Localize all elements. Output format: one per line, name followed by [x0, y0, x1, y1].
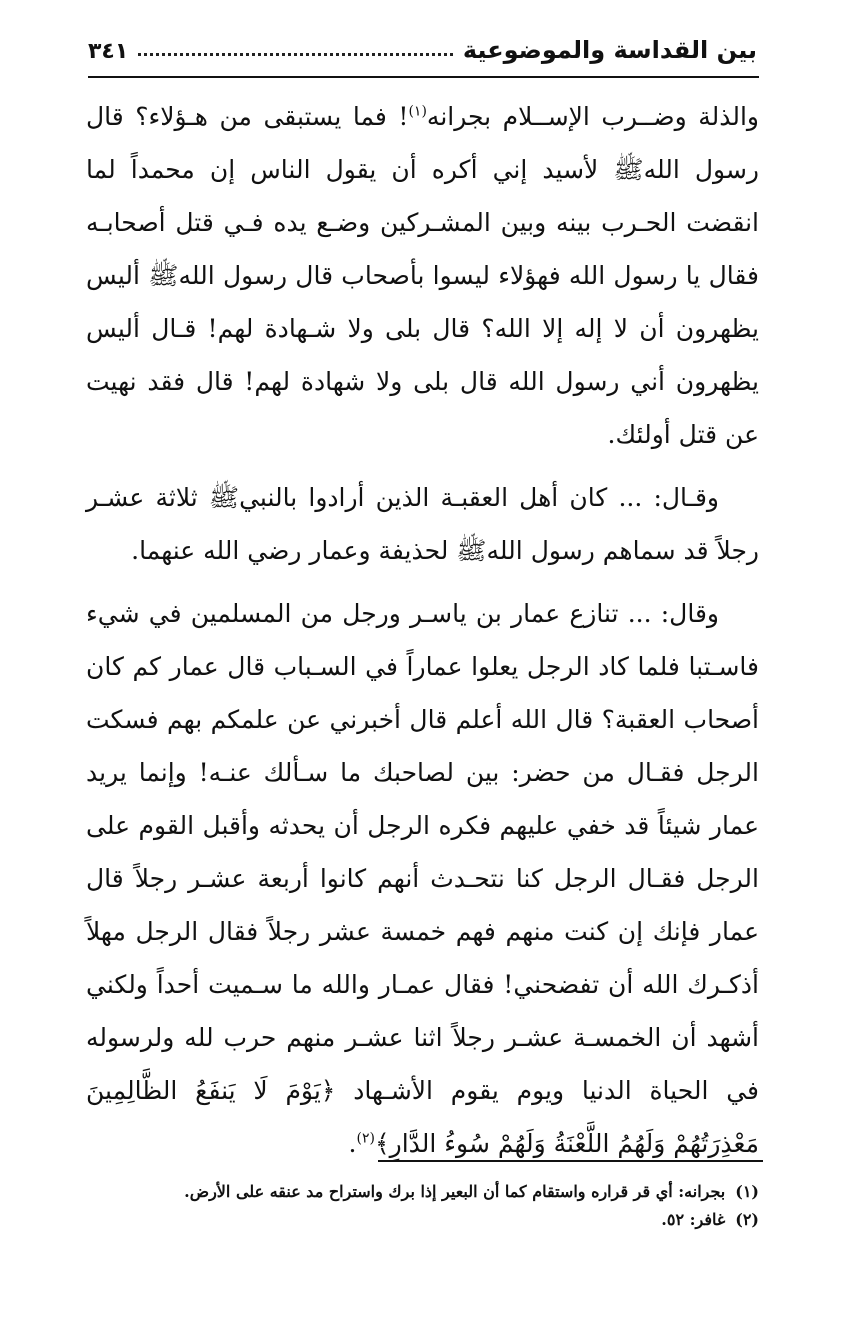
footnote-1 — [120, 1178, 759, 1206]
paragraph-2: وقـال: ... كان أهل العقبـة الذين أرادوا بالنبيﷺ ثلاثة عشـر رجلاً قد سماهم رسول اللهﷺ لحذيفة وعمار رضي الله عنهما. — [86, 483, 759, 565]
footnote-text: بجرانه: أي قر قراره واستقام كما أن البعير إذا برك واستراح مد عنقه على الأرض. — [184, 1182, 726, 1201]
paragraph-3 — [86, 587, 759, 1170]
header-rule — [88, 76, 759, 78]
footnote-reference-2: (٢) — [356, 1130, 375, 1147]
footnote-separator — [378, 1160, 763, 1162]
paragraph-3-text-end: . — [348, 1129, 357, 1158]
paragraph-1-text-end: ! فما يستبقى من هـؤلاء؟ قال رسول اللهﷺ لأسيد إني أكره أن يقول الناس إن محمداً لما انقضت الحـرب بينه وبين المشـركين وضـع يده فـي قتل أصحابـه فقال يا رسول الله فهؤلاء ليسوا بأصحاب قال رسول اللهﷺ أليس يظهرون أن لا إله إلا الله؟ قال بلى ولا شـهادة لهم! قـال أليس يظهرون أني رسول الله قال بلى ولا شهادة لهم! قال فقد نهيت عن قتل أولئك. — [86, 102, 759, 449]
footnote-2 — [120, 1206, 759, 1234]
paragraph-3-text-start: وقال: ... تنازع عمار بن ياسـر ورجل من المسلمين في شيء فاسـتبا فلما كاد الرجل يعلوا عماراً في السـباب قال عمار كم كان أصحاب العقبة؟ قال الله أعلم قال أخبرني عن علمكم بهم فسكت الرجل فقـال من حضر: بين لصاحبك ما سـألك عنـه! وإنما يريد عمار شيئاً قد خفي عليهم فكره الرجل أن يحدثه وأقبل القوم على الرجل فقـال الرجل كنا نتحـدث أنهم كانوا أربعة عشـر رجلاً قال عمار فإنك إن كنت منهم فهم خمسة عشر رجلاً فقال الرجل مهلاً أذكـرك الله أن تفضحني! فقال عمـار والله ما سـميت أحداً ولكني أشهد أن الخمسـة عشـر رجلاً اثنا عشـر منهم حرب لله ولرسوله في الحياة الدنيا ويوم يقوم الأشـهاد ﴿يَوْمَ لَا يَنفَعُ الظَّالِمِينَ مَعْذِرَتُهُمْ وَلَهُمُ اللَّعْنَةُ وَلَهُمْ سُوءُ الدَّارِ﴾ — [86, 599, 759, 1158]
footnote-number: (١) — [735, 1182, 759, 1201]
footnote-text: غافر: ٥٢. — [661, 1210, 726, 1229]
header-leader-dots — [138, 53, 453, 56]
page-header — [88, 20, 757, 64]
main-text — [86, 90, 759, 1170]
page-number: ٣٤١ — [88, 39, 129, 64]
footnote-reference-1: (١) — [408, 103, 427, 120]
paragraph-1 — [86, 90, 759, 461]
running-title: بين القداسة والموضوعية — [462, 36, 757, 64]
footnotes — [120, 1178, 759, 1234]
paragraph-1-text-start: والذلة وضــرب الإســلام بجرانه — [426, 102, 759, 131]
footnote-number: (٢) — [735, 1210, 759, 1229]
